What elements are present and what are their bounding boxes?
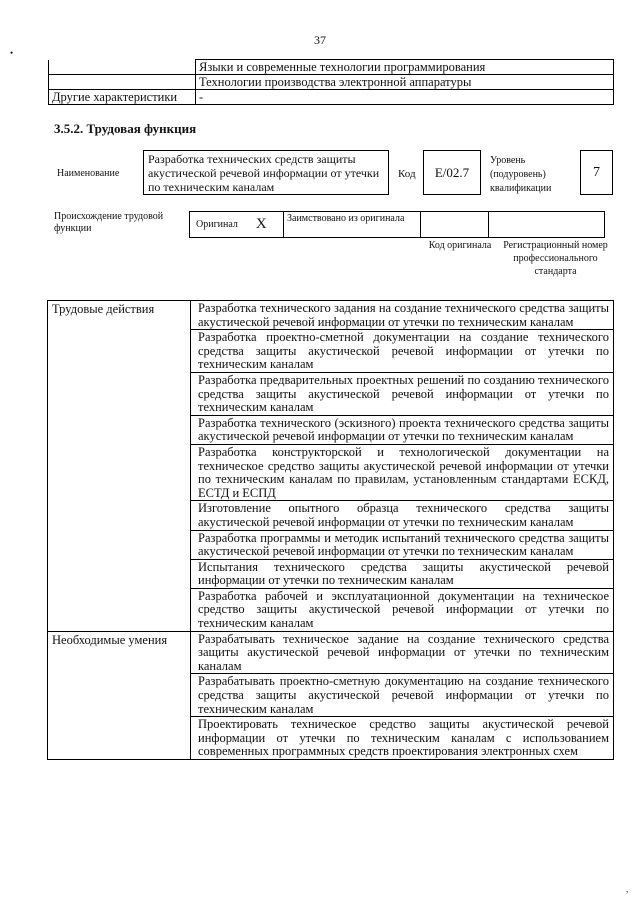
code-caption: Код оригинала — [428, 240, 492, 251]
table-cell: Проектировать техническое средство защиты акустической речевой информации от утечки по техническим каналам с использованием современных программных средств проектирования электронных схем — [191, 717, 614, 760]
table-cell — [49, 60, 196, 75]
table-cell: Испытания технического средства защиты акустической речевой информации от утечки по техническим каналам — [191, 559, 614, 588]
function-name-box: Разработка технических средств защиты акустической речевой информации от утечки по техническим каналам — [143, 150, 389, 195]
table-row — [48, 301, 614, 330]
function-table — [47, 300, 614, 760]
table-cell: Разрабатывать проектно-сметную документацию на создание технического средства защиты акустической речевой информации от утечки по техническим каналам — [191, 674, 614, 717]
level-label: Уровень (подуровень) квалификации — [490, 155, 552, 194]
original-code-cell — [420, 211, 489, 238]
table-cell: Разработка конструкторской и технологической документации на техническое средство защиты акустической речевой информации от утечки по техническим каналам по правилам, установленным стандартами ЕСКД, ЕСТД и ЕСПД — [191, 444, 614, 500]
section-title: 3.5.2. Трудовая функция — [54, 121, 197, 136]
borrowed-cell: Заимствовано из оригинала — [283, 211, 421, 238]
page-number: 37 — [314, 33, 326, 47]
margin-mark: • — [10, 48, 14, 58]
table-row — [49, 60, 614, 75]
table-row — [49, 90, 614, 105]
origin-row — [190, 211, 605, 238]
margin-mark: , — [626, 884, 629, 894]
section-heading: Трудовые действия — [48, 301, 191, 632]
table-cell: Разработка программы и методик испытаний технического средства защиты акустической речевой информации от утечки по техническим каналам — [191, 530, 614, 559]
code-box: E/02.7 — [423, 150, 481, 195]
continuation-table — [48, 59, 614, 105]
table-cell: Разработка рабочей и эксплуатационной документации на техническое средство защиты акустической речевой информации от утечки по техническим каналам — [191, 588, 614, 631]
level-box: 7 — [580, 150, 613, 195]
code-label: Код — [398, 168, 416, 180]
table-cell: Разработка проектно-сметной документации на создание технического средства защиты акустической речевой информации от утечки по техническим каналам — [191, 330, 614, 373]
original-mark: X — [255, 216, 267, 232]
table-cell: Другие характеристики — [49, 90, 196, 105]
registration-caption: Регистрационный номер профессионального стандарта — [503, 240, 608, 277]
table-cell: - — [196, 90, 614, 105]
registration-number-cell — [488, 211, 605, 238]
section-heading: Необходимые умения — [48, 631, 191, 759]
table-row — [48, 631, 614, 674]
table-cell: Разрабатывать техническое задание на создание технического средства защиты акустической речевой информации от утечки по техническим каналам — [191, 631, 614, 674]
table-cell: Технологии производства электронной аппаратуры — [196, 75, 614, 90]
name-label: Наименование — [57, 168, 120, 179]
original-label: Оригинал — [196, 219, 238, 230]
table-cell: Языки и современные технологии программирования — [196, 60, 614, 75]
origin-label: Происхождение трудовой функции — [54, 211, 164, 234]
table-cell: Разработка технического (эскизного) проекта технического средства защиты акустической речевой информации от утечки по техническим каналам — [191, 415, 614, 444]
table-row — [49, 75, 614, 90]
table-cell — [49, 75, 196, 90]
original-cell — [189, 211, 284, 238]
table-cell: Изготовление опытного образца технического средства защиты акустической речевой информации от утечки по техническим каналам — [191, 501, 614, 530]
table-cell: Разработка технического задания на создание технического средства защиты акустической речевой информации от утечки по техническим каналам — [191, 301, 614, 330]
table-cell: Разработка предварительных проектных решений по созданию технического средства защиты акустической речевой информации от утечки по техническим каналам — [191, 372, 614, 415]
